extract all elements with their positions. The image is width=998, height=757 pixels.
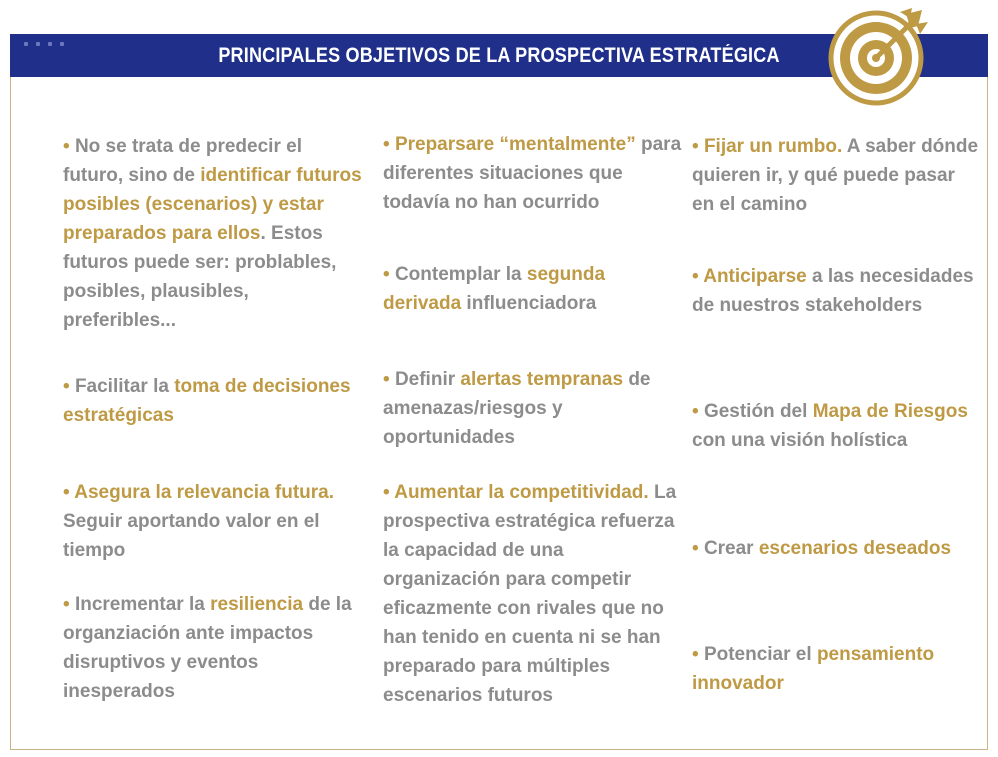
body-text: Gestión del [703, 401, 813, 422]
highlight-text: Anticiparse [703, 266, 807, 287]
bullet: • [63, 376, 75, 397]
body-text: Seguir aportando valor en el tiempo [63, 511, 320, 561]
body-text: de amenazas/riesgos y oportunidades [383, 369, 651, 448]
highlight-text: identificar futuros posibles (escenarios) y estar preparados para ellos [63, 165, 362, 244]
highlight-text: Preparsare “mentalmente” [394, 134, 636, 155]
body-text: Definir [394, 369, 461, 390]
body-text: a las necesidades de nuestros stakeholders [692, 266, 974, 316]
bullet: • [383, 134, 395, 155]
body-text: con una visión holística [692, 430, 908, 451]
highlight-text: resiliencia [210, 594, 304, 615]
highlight-text: escenarios deseados [758, 538, 952, 559]
body-text: Contemplar la [394, 264, 527, 285]
bullet: • [692, 538, 704, 559]
objective-item [383, 478, 683, 710]
highlight-text: segunda derivada [383, 264, 606, 314]
target-arrow-icon [826, 6, 930, 106]
bullet: • [383, 264, 395, 285]
objective-item [383, 260, 683, 318]
highlight-text: Mapa de Riesgos [812, 401, 968, 422]
highlight-text: Fijar un rumbo. [703, 136, 843, 157]
page-title: PRINCIPALES OBJETIVOS DE LA PROSPECTIVA ESTRATÉGICA [218, 44, 780, 67]
bullet: • [63, 136, 75, 157]
body-text: Crear [703, 538, 759, 559]
bullet: • [692, 266, 704, 287]
objective-item [692, 397, 982, 455]
body-text: Incrementar la [74, 594, 211, 615]
objective-item [383, 130, 683, 217]
bullet: • [692, 644, 704, 665]
objective-item [63, 372, 363, 430]
highlight-text: toma de decisiones estratégicas [63, 376, 351, 426]
body-text: para diferentes situaciones que todavía no han ocurrido [383, 134, 682, 213]
body-text: Potenciar el [703, 644, 817, 665]
highlight-text: alertas tempranas [460, 369, 624, 390]
objective-item [692, 640, 982, 698]
bullet: • [692, 136, 704, 157]
bullet: • [692, 401, 704, 422]
highlight-text: pensamiento innovador [692, 644, 935, 694]
highlight-text: Aumentar la competitividad. [394, 482, 649, 503]
objective-item [63, 478, 363, 565]
objective-item [692, 534, 982, 563]
objective-item [383, 365, 683, 452]
body-text: Facilitar la [74, 376, 175, 397]
body-text: influenciadora [461, 293, 597, 314]
bullet: • [63, 482, 75, 503]
body-text: de la organziación ante impactos disruptivos y eventos inesperados [63, 594, 352, 702]
bullet: • [63, 594, 75, 615]
body-text: La prospectiva estratégica refuerza la capacidad de una organización para competir eficazmente con rivales que no han tenido en cuenta ni se han preparado para múltiples escenarios futuros [383, 482, 677, 706]
highlight-text: Asegura la relevancia futura. [74, 482, 335, 503]
body-text: . Estos futuros puede ser: problables, posibles, plausibles, preferibles... [63, 223, 337, 331]
objective-item [63, 590, 363, 706]
header-dots [24, 42, 64, 46]
objective-item [63, 132, 363, 335]
body-text: A saber dónde quieren ir, y qué puede pasar en el camino [692, 136, 979, 215]
objective-item [692, 262, 982, 320]
body-text: No se trata de predecir el futuro, sino de [63, 136, 302, 186]
bullet: • [383, 482, 395, 503]
bullet: • [383, 369, 395, 390]
objective-item [692, 132, 982, 219]
